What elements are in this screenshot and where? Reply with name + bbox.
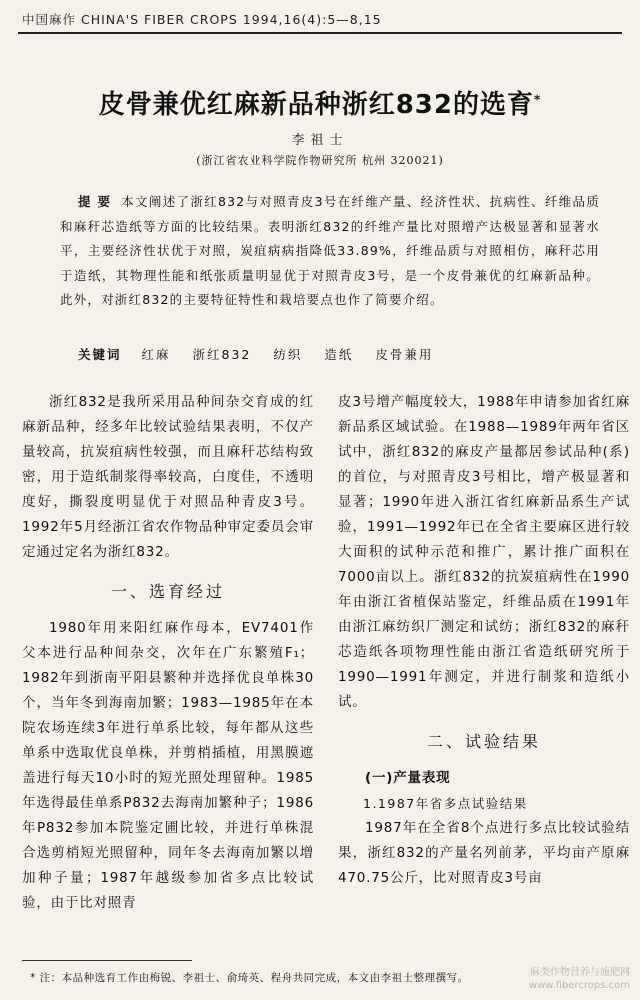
watermark-line: 麻类作物营养与施肥网 bbox=[530, 967, 630, 978]
section-heading-results: 二、试验结果 bbox=[426, 732, 541, 751]
subsection-heading: (一)产量表现 bbox=[365, 770, 451, 786]
right-column bbox=[338, 390, 630, 910]
keyword: 皮骨兼用 bbox=[375, 347, 434, 362]
continued-paragraph: 皮3号增产幅度较大，1988年申请参加省红麻新品系区域试验。在1988—1989年两年省区试中，浙红832的麻皮产量都居参试品种(系)的首位，与对照青皮3号相比，增产极显著和显著；1990年进入浙江省红麻新品系生产试验，1991—1992年已在全省主要麻区进行较大面积的试种示范和推广，累计推广面积在7000亩以上。浙红832的抗炭疽病性在1990年由浙江省植保站鉴定，纤维品质在1991年由浙江麻纺织厂测定和试纺；浙红832的麻秆芯造纸各项物理性能由浙江省造纸研究所于1990—1991年测定，并进行制浆和造纸小试。 bbox=[338, 394, 630, 710]
abstract-label: 提 要 bbox=[78, 194, 112, 209]
subsubsection-heading: 1.1987年省多点试验结果 bbox=[363, 796, 528, 811]
title-text: 皮骨兼优红麻新品种浙红832的选育 bbox=[98, 90, 534, 120]
watermark-line: www.fibercrops.com bbox=[528, 980, 630, 991]
footnote: * 注：本品种选育工作由梅锐、李祖士、俞琦英、程舟共同完成，本文由李祖士整理撰写。 bbox=[30, 972, 469, 984]
keyword: 浙红832 bbox=[192, 347, 252, 362]
abstract bbox=[60, 190, 600, 313]
paper-title bbox=[0, 84, 640, 121]
keywords-label: 关键词 bbox=[78, 347, 122, 362]
header-rule bbox=[18, 32, 622, 34]
abstract-text: 本文阐述了浙红832与对照青皮3号在纤维产量、经济性状、抗病性、纤维品质和麻秆芯造纸等方面的比较结果。表明浙红832的纤维产量比对照增产达极显著和显著水平，主要经济性状优于对照，炭疽病病指降低33.89%，纤维品质与对照相仿，麻秆芯用于造纸，其物理性能和纸张质量明显优于对照青皮3号，是一个皮骨兼优的红麻新品种。此外，对浙红832的主要特征特性和栽培要点也作了简要介绍。 bbox=[60, 194, 601, 307]
left-column bbox=[22, 390, 314, 910]
running-head: 中国麻作 CHINA'S FIBER CROPS 1994,16(4):5—8,15 bbox=[22, 12, 382, 27]
footnote-rule bbox=[22, 960, 192, 961]
section-heading-breeding: 一、选育经过 bbox=[110, 582, 225, 601]
keyword: 红麻 bbox=[141, 347, 171, 362]
breeding-paragraph: 1980年用来阳红麻作母本，EV7401作父本进行品种间杂交，次年在广东繁殖F₁；1982年到浙南平阳县繁种并选择优良单株30个，当年冬到海南加繁；1983—1985年在本院农场连续3年进行单系比较，每年都从这些单系中选取优良单株，并剪梢插植，用黑膜遮盖进行每天10小时的短光照处理留种。1985年选得最佳单系P832去海南加繁种子；1986年P832参加本院鉴定圃比较，并进行单株混合选剪梢短光照留种，同年冬去海南加繁以增加种子量；1987年越级参加省多点比较试验，由于比对照青 bbox=[22, 620, 314, 910]
affiliation: (浙江省农业科学院作物研究所 杭州 320021) bbox=[196, 154, 444, 167]
results-paragraph: 1987年在全省8个点进行多点比较试验结果，浙红832的产量名列前茅，平均亩产原麻470.75公斤，比对照青皮3号亩 bbox=[338, 820, 630, 886]
keyword: 造纸 bbox=[324, 347, 354, 362]
author: 李祖士 bbox=[291, 133, 349, 148]
watermark bbox=[529, 966, 630, 992]
keyword: 纺织 bbox=[273, 347, 303, 362]
title-footnote-mark: * bbox=[534, 92, 542, 107]
keywords bbox=[78, 345, 600, 363]
intro-paragraph: 浙红832是我所采用品种间杂交育成的红麻新品种，经多年比较试验结果表明，不仅产量较高，抗炭疽病性较强，而且麻秆芯结构致密，用于造纸制浆得率较高，白度佳，不透明度好，撕裂度明显优于对照品种青皮3号。1992年5月经浙江省农作物品种审定委员会审定通过定名为浙红832。 bbox=[22, 394, 314, 560]
